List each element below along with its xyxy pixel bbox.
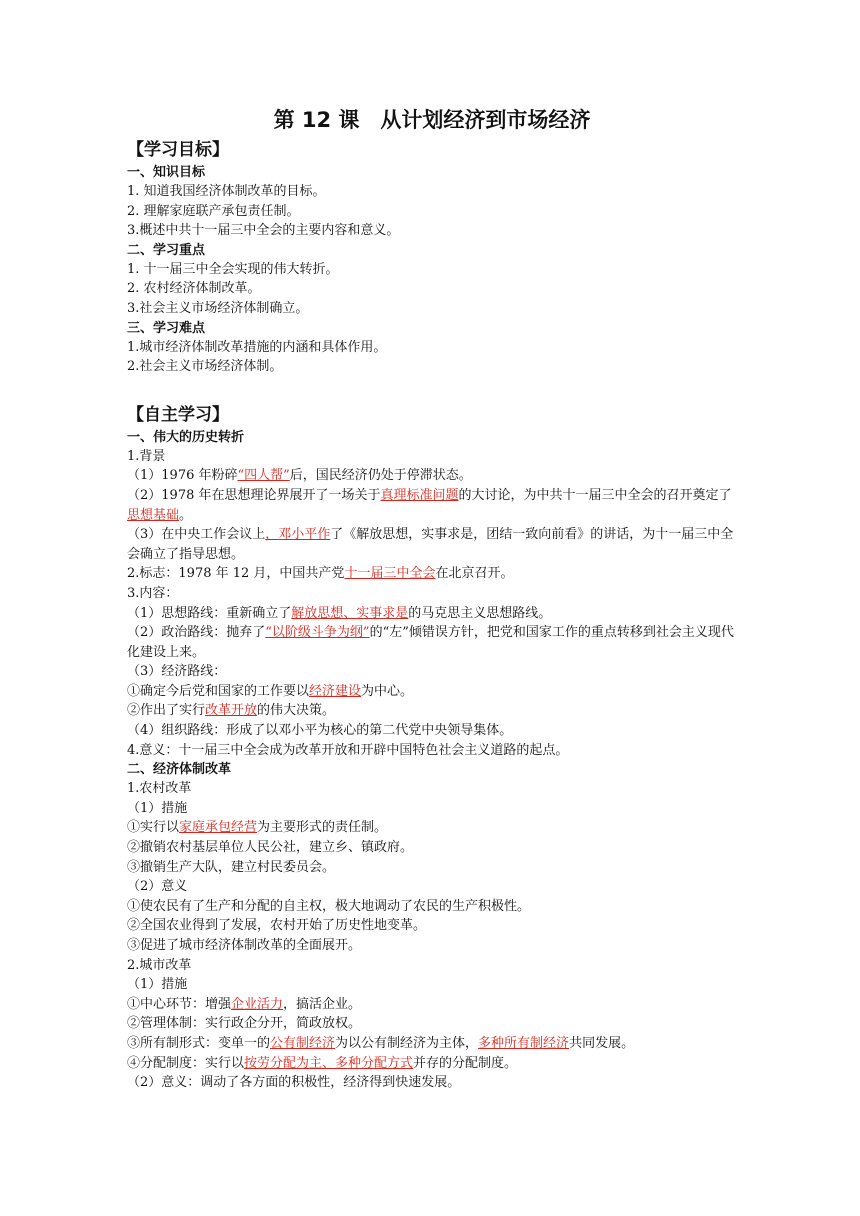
content-item: （2）政治路线：抛弃了“以阶级斗争为纲”的“左”倾错误方针，把党和国家工作的重点转移到社会主义现代化建设上来。: [127, 625, 734, 660]
answer-blank: 改革开放: [205, 703, 258, 719]
answer-blank: “以阶级斗争为纲”: [265, 625, 370, 641]
background-item: （3）在中央工作会议上，邓小平作了《解放思想，实事求是，团结一致向前看》的讲话，为十一届三中全会确立了指导思想。: [127, 527, 734, 562]
measure-item: ③撤销生产大队，建立村民委员会。: [127, 859, 336, 875]
key-point-line: 2. 农村经济体制改革。: [127, 281, 261, 297]
key-point-line: 3.社会主义市场经济体制确立。: [127, 300, 309, 316]
background-label: 1.背景: [127, 448, 166, 464]
subheading-historic-turn: 一、伟大的历史转折: [127, 429, 245, 445]
content-subitem: ①确定今后党和国家的工作要以经济建设为中心。: [127, 683, 414, 699]
section-heading-self-study: 【自主学习】: [127, 404, 229, 425]
measure-item: ②管理体制：实行政企分开，简政放权。: [127, 1016, 362, 1032]
significance-item: ③促进了城市经济体制改革的全面展开。: [127, 938, 362, 953]
significance-label: （2）意义: [127, 879, 188, 895]
subheading-difficulties: 三、学习难点: [127, 320, 206, 336]
measure-item: ③所有制形式：变单一的公有制经济为以公有制经济为主体，多种所有制经济共同发展。: [127, 1035, 635, 1051]
significance-item: （2）意义：调动了各方面的积极性，经济得到快速发展。: [127, 1075, 461, 1091]
measures-label: （1）措施: [127, 977, 188, 993]
measures-label: （1）措施: [127, 800, 188, 816]
key-point-line: 1. 十一届三中全会实现的伟大转折。: [127, 261, 339, 277]
objective-line: 1. 知道我国经济体制改革的目标。: [127, 184, 326, 199]
answer-blank: ，邓小平作: [265, 527, 331, 543]
answer-blank: 按劳分配为主、多种分配方式: [244, 1055, 414, 1071]
content-item: （4）组织路线：形成了以邓小平为核心的第二代党中央领导集体。: [127, 723, 513, 739]
subheading-knowledge: 一、知识目标: [127, 165, 206, 180]
subheading-economic-reform: 二、经济体制改革: [127, 762, 232, 778]
content-item: （3）经济路线：: [127, 664, 227, 680]
answer-blank: 公有制经济: [270, 1035, 336, 1051]
difficulty-line: 2.社会主义市场经济体制。: [127, 359, 283, 375]
answer-blank: 真理标准问题: [380, 487, 459, 503]
background-item: （2）1978 年在思想理论界展开了一场关于真理标准问题的大讨论，为中共十一届三中全会的召开奠定了思想基础。: [127, 487, 732, 523]
objective-line: 2. 理解家庭联产承包责任制。: [127, 203, 300, 219]
background-item: （1）1976 年粉碎“四人帮”后，国民经济仍处于停滞状态。: [127, 468, 472, 484]
content-label: 3.内容：: [127, 585, 179, 601]
answer-blank: 解放思想、实事求是: [291, 605, 409, 621]
answer-blank: 经济建设: [309, 683, 362, 699]
measure-item: ④分配制度：实行以按劳分配为主、多种分配方式并存的分配制度。: [127, 1055, 518, 1071]
answer-blank: 家庭承包经营: [179, 820, 258, 836]
section-heading-objectives: 【学习目标】: [127, 140, 229, 160]
answer-blank: 十一届三中全会: [344, 566, 436, 582]
content-subitem: ②作出了实行改革开放的伟大决策。: [127, 703, 336, 719]
answer-blank: 思想基础: [127, 507, 180, 523]
content-item: （1）思想路线：重新确立了解放思想、实事求是的马克思主义思想路线。: [127, 605, 552, 621]
urban-reform-label: 2.城市改革: [127, 957, 192, 973]
significance-item: ①使农民有了生产和分配的自主权，极大地调动了农民的生产积极性。: [127, 898, 531, 914]
objective-line: 3.概述中共十一届三中全会的主要内容和意义。: [127, 223, 400, 239]
lesson-title: 第 12 课 从计划经济到市场经济: [273, 108, 591, 132]
rural-reform-label: 1.农村改革: [127, 781, 192, 797]
measure-item: ①实行以家庭承包经营为主要形式的责任制。: [127, 820, 388, 836]
significance-line: 4.意义：十一届三中全会成为改革开放和开辟中国特色社会主义道路的起点。: [127, 742, 569, 758]
subheading-key-points: 二、学习重点: [127, 242, 206, 258]
marker-line: 2.标志：1978 年 12 月，中国共产党十一届三中全会在北京召开。: [127, 566, 514, 582]
significance-item: ②全国农业得到了发展，农村开始了历史性地变革。: [127, 918, 427, 934]
answer-blank: 多种所有制经济: [478, 1035, 570, 1051]
document-page: [127, 104, 737, 1093]
measure-item: ①中心环节：增强企业活力，搞活企业。: [127, 996, 362, 1012]
answer-blank: “四人帮”: [237, 468, 290, 484]
difficulty-line: 1.城市经济体制改革措施的内涵和具体作用。: [127, 339, 387, 355]
answer-blank: 企业活力: [231, 996, 284, 1012]
measure-item: ②撤销农村基层单位人民公社，建立乡、镇政府。: [127, 840, 414, 856]
